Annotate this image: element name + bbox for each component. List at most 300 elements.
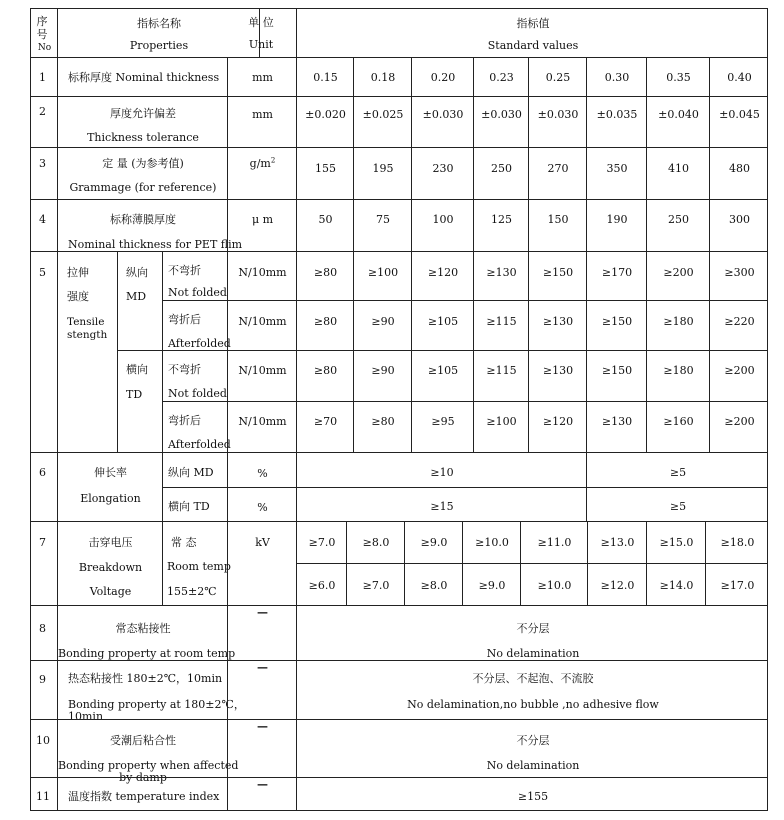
- row-2-value: ±0.025: [362, 108, 404, 121]
- row-5-value: ≥115: [486, 315, 517, 328]
- row-1-value-cell: [646, 58, 709, 97]
- row-2-value: ±0.045: [719, 108, 760, 121]
- row-11-name-cell: [57, 777, 227, 811]
- row-3-value-cell: [473, 148, 528, 200]
- row-7-value-cell: [705, 564, 768, 606]
- row-10-no: 10: [36, 734, 50, 747]
- row-4-unit: μ m: [251, 213, 274, 226]
- row-5-value: ≥100: [486, 415, 517, 428]
- row-5-af-en: Afterfolded: [168, 438, 231, 451]
- row-3-value: 480: [729, 162, 750, 175]
- row-5-value-cell: [646, 402, 709, 453]
- row-7-unit-cell: [227, 521, 296, 605]
- row-3-value: 250: [491, 162, 512, 175]
- row-6-no: 6: [39, 466, 46, 479]
- row-5-value: ≥150: [601, 315, 633, 328]
- header-no-cell: [30, 8, 57, 57]
- row-7-value-cell: [296, 522, 346, 564]
- row-4-value-cell: [528, 200, 586, 252]
- row-6-td-value-a: [296, 487, 586, 521]
- row-3-value-cell: [296, 148, 353, 200]
- row-8-value-cell: [296, 605, 768, 660]
- row-7-hot-values: [296, 563, 768, 605]
- row-3-value: 350: [606, 162, 628, 175]
- row-10-name-cell: [57, 719, 239, 784]
- row-5-value: ≥150: [542, 266, 574, 279]
- row-10-unit: —: [257, 720, 268, 733]
- row-9-name-zh: 热态粘接性 180±2℃，10min: [68, 672, 223, 685]
- row-5-value-cell: [353, 252, 411, 301]
- row-3-value: 410: [668, 162, 689, 175]
- row-5-unit-cell: [227, 401, 296, 452]
- row-6-unit: %: [257, 501, 268, 514]
- row-2-value-cell: [411, 97, 473, 148]
- row-4-value: 125: [491, 213, 512, 226]
- row-4-value: 300: [729, 213, 750, 226]
- row-5-value-cell: [411, 252, 473, 301]
- row-7-value: ≥7.0: [308, 536, 336, 549]
- row-2-value: ±0.030: [481, 108, 522, 121]
- row-11-unit: —: [257, 778, 268, 791]
- row-7-value: ≥12.0: [600, 579, 635, 592]
- row-5-value: ≥170: [601, 266, 633, 279]
- row-5-nf-zh: 不弯折: [168, 363, 201, 376]
- row-3-value: 270: [547, 162, 569, 175]
- row-7-value: ≥15.0: [659, 536, 694, 549]
- row-1-value-cell: [586, 58, 646, 97]
- row-10-value-cell: [296, 719, 768, 777]
- row-5-value-cell: [528, 402, 586, 453]
- row-6-td-cond: [162, 487, 227, 521]
- header-properties-en: Properties: [129, 39, 189, 52]
- row-5-value: ≥115: [486, 364, 517, 377]
- row-7-cond-zh: 常 态: [171, 536, 197, 549]
- row-5-td-nf-values: [296, 350, 768, 401]
- row-2-value-cell: [528, 97, 586, 148]
- row-4-name-zh: 标称薄膜厚度: [110, 213, 176, 226]
- row-7-value: ≥17.0: [720, 579, 755, 592]
- row-8-no: 8: [39, 622, 46, 635]
- row-5-value: ≥200: [724, 415, 755, 428]
- row-5-value-cell: [646, 252, 709, 301]
- row-4-value-cell: [411, 200, 473, 252]
- row-6-md-label: 纵向 MD: [168, 466, 214, 479]
- row-5-value: ≥90: [371, 364, 395, 377]
- row-1-name-cell: [57, 57, 227, 96]
- row-5-value-cell: [709, 351, 768, 402]
- row-6-value: ≥5: [669, 500, 687, 513]
- row-5-value-cell: [709, 402, 768, 453]
- row-2-no-cell: [30, 96, 57, 147]
- row-8-unit-cell: [227, 605, 296, 660]
- row-6-unit: %: [257, 467, 268, 480]
- row-5-no-cell: [30, 251, 57, 452]
- row-10-no-cell: [30, 719, 57, 777]
- row-7-no: 7: [39, 536, 46, 549]
- row-11-value: ≥155: [517, 790, 549, 803]
- row-5-value-cell: [353, 402, 411, 453]
- header-standard-zh: 指标值: [516, 17, 550, 30]
- row-4-value-cell: [586, 200, 646, 252]
- row-9-value-zh: 不分层、不起泡、不流胶: [472, 672, 594, 685]
- header-standard-en: Standard values: [487, 39, 579, 52]
- row-5-value: ≥80: [313, 364, 338, 377]
- row-7-cond-cell: [162, 521, 231, 605]
- row-1-value-cell: [411, 58, 473, 97]
- row-5-value-cell: [296, 252, 353, 301]
- row-4-name-cell: [57, 199, 243, 251]
- row-5-name-en-2: stength: [67, 329, 108, 341]
- header-unit-label: [226, 8, 296, 57]
- row-5-value-cell: [586, 402, 646, 453]
- row-1-no-cell: [30, 57, 57, 96]
- row-4-value-cell: [353, 200, 411, 252]
- row-7-value-cell: [404, 522, 462, 564]
- row-5-value: ≥80: [313, 266, 338, 279]
- row-5-value-cell: [411, 402, 473, 453]
- row-2-name-en: Thickness tolerance: [87, 131, 199, 144]
- row-1-value: 0.15: [313, 71, 338, 84]
- row-5-unit-cell: [227, 251, 296, 300]
- row-5-value: ≥300: [724, 266, 755, 279]
- row-5-value: ≥130: [601, 415, 633, 428]
- row-2-value-cell: [586, 97, 646, 148]
- row-3-value-cell: [586, 148, 646, 200]
- row-3-value-cell: [709, 148, 768, 200]
- row-3-values: [296, 147, 768, 199]
- row-6-value: ≥10: [430, 466, 454, 479]
- row-8-name-cell: [57, 605, 236, 660]
- row-11-no: 11: [36, 790, 50, 803]
- row-6-md-value-b: [586, 452, 768, 487]
- row-10-name-en-2: by damp: [119, 771, 167, 784]
- row-4-value-cell: [296, 200, 353, 252]
- row-2-value: ±0.020: [305, 108, 346, 121]
- row-3-value: 195: [372, 162, 394, 175]
- row-5-md-zh: 纵向: [126, 266, 148, 279]
- row-6-md-value-a: [296, 452, 586, 487]
- row-5-value-cell: [353, 351, 411, 402]
- row-7-value: ≥11.0: [537, 536, 572, 549]
- row-1-value: 0.18: [370, 71, 396, 84]
- header-no-en: No: [37, 43, 52, 53]
- row-7-value-cell: [404, 564, 462, 606]
- row-5-value-cell: [586, 301, 646, 351]
- row-6-value: ≥15: [430, 500, 454, 513]
- row-4-value: 100: [432, 213, 454, 226]
- row-3-name-en: Grammage (for reference): [69, 181, 217, 194]
- row-11-unit-cell: [227, 777, 296, 811]
- row-1-value-cell: [528, 58, 586, 97]
- row-5-value-cell: [528, 252, 586, 301]
- row-9-no: 9: [39, 673, 46, 686]
- spec-table: [30, 8, 768, 811]
- row-4-value-cell: [473, 200, 528, 252]
- row-7-value-cell: [520, 522, 587, 564]
- header-standard-cell: [296, 8, 768, 57]
- row-7-value: ≥8.0: [362, 536, 390, 549]
- row-7-value: ≥13.0: [600, 536, 635, 549]
- row-7-value-cell: [587, 564, 646, 606]
- row-7-value: ≥7.0: [362, 579, 390, 592]
- row-5-name-en-1: Tensile: [67, 316, 105, 328]
- row-2-value-cell: [353, 97, 411, 148]
- row-5-value: ≥105: [427, 315, 459, 328]
- row-7-value-cell: [462, 564, 520, 606]
- row-6-name-zh: 伸长率: [94, 466, 127, 479]
- row-9-value-en: No delamination,no bubble ,no adhesive flow: [407, 698, 659, 711]
- row-2-value: ±0.035: [596, 108, 638, 121]
- row-5-td-af-cond: [162, 401, 231, 452]
- row-3-no-cell: [30, 147, 57, 199]
- row-6-name-en: Elongation: [80, 492, 141, 505]
- row-5-nf-en: Not folded: [168, 286, 227, 299]
- row-5-value-cell: [473, 402, 528, 453]
- row-5-value: ≥105: [427, 364, 459, 377]
- row-5-md-nf-values: [296, 251, 768, 300]
- row-5-value: ≥80: [313, 315, 338, 328]
- header-unit-en: Unit: [248, 38, 274, 51]
- row-1-value: 0.25: [545, 71, 571, 84]
- row-6-unit-cell: [227, 487, 296, 521]
- row-7-value-cell: [296, 564, 346, 606]
- row-5-value: ≥80: [371, 415, 395, 428]
- row-5-value-cell: [473, 252, 528, 301]
- row-3-unit: $g/m^2$: [249, 156, 276, 170]
- row-5-td-en: TD: [126, 388, 143, 401]
- row-4-value: 250: [668, 213, 689, 226]
- row-3-unit-cell: [227, 147, 296, 199]
- row-7-value: ≥8.0: [420, 579, 448, 592]
- superscript: 2: [270, 156, 276, 165]
- row-2-no: 2: [39, 105, 46, 118]
- row-5-value-cell: [296, 351, 353, 402]
- row-9-name-cell: [57, 660, 245, 723]
- row-8-no-cell: [30, 605, 57, 660]
- row-7-value-cell: [646, 522, 705, 564]
- row-5-value-cell: [296, 402, 353, 453]
- row-7-cond-temp: 155±2℃: [167, 585, 217, 598]
- row-4-values: [296, 199, 768, 251]
- row-7-no-cell: [30, 521, 57, 605]
- header-properties-zh: 指标名称: [137, 17, 181, 30]
- row-5-unit: N/10mm: [238, 415, 287, 428]
- row-5-value: ≥200: [724, 364, 755, 377]
- row-11-value-cell: [296, 777, 768, 811]
- row-3-value: 230: [432, 162, 454, 175]
- row-1-value-cell: [709, 58, 768, 97]
- row-7-value-cell: [646, 564, 705, 606]
- row-7-name-zh: 击穿电压: [88, 536, 133, 549]
- row-1-value-cell: [296, 58, 353, 97]
- row-10-name-en-1: Bonding property when affected: [58, 759, 239, 772]
- row-3-value-cell: [646, 148, 709, 200]
- row-5-value-cell: [586, 351, 646, 402]
- row-5-nf-zh: 不弯折: [168, 264, 201, 277]
- row-8-value-en: No delamination: [486, 647, 580, 660]
- row-4-value: 75: [376, 213, 390, 226]
- row-2-value-cell: [709, 97, 768, 148]
- row-2-unit-cell: [227, 96, 296, 147]
- row-7-unit: kV: [255, 536, 270, 549]
- row-4-value-cell: [646, 200, 709, 252]
- row-3-name-zh: 定 量 (为参考值): [102, 157, 184, 170]
- row-2-value: ±0.030: [422, 108, 464, 121]
- row-3-name-cell: [57, 147, 227, 199]
- row-6-unit-cell: [227, 452, 296, 487]
- row-5-name-cell: [57, 251, 117, 452]
- row-4-no-cell: [30, 199, 57, 251]
- row-10-name-zh: 受潮后粘合性: [110, 734, 176, 747]
- row-6-name-cell: [57, 452, 162, 521]
- row-5-value: ≥90: [371, 315, 395, 328]
- row-1-value-cell: [353, 58, 411, 97]
- row-3-value-cell: [528, 148, 586, 200]
- row-7-value: ≥14.0: [659, 579, 694, 592]
- row-4-value: 50: [318, 213, 333, 226]
- row-5-value-cell: [646, 301, 709, 351]
- row-9-unit: —: [257, 661, 268, 674]
- row-5-value-cell: [411, 351, 473, 402]
- row-4-value: 190: [606, 213, 628, 226]
- row-5-value-cell: [353, 301, 411, 351]
- row-2-value: ±0.040: [658, 108, 699, 121]
- row-5-value: ≥130: [542, 315, 574, 328]
- row-5-td-af-values: [296, 401, 768, 452]
- row-5-value-cell: [473, 301, 528, 351]
- row-7-value-cell: [705, 522, 768, 564]
- row-5-value-cell: [709, 252, 768, 301]
- row-7-cond-en: Room temp: [167, 560, 231, 573]
- row-5-value-cell: [296, 301, 353, 351]
- row-7-value: ≥9.0: [420, 536, 448, 549]
- row-8-value-zh: 不分层: [516, 622, 550, 635]
- row-5-value-cell: [411, 301, 473, 351]
- row-5-value-cell: [528, 351, 586, 402]
- row-5-md-en: MD: [126, 290, 147, 303]
- row-5-value: ≥180: [663, 364, 694, 377]
- row-5-unit-cell: [227, 350, 296, 401]
- row-2-values: [296, 96, 768, 147]
- row-5-value: ≥120: [542, 415, 574, 428]
- row-7-value-cell: [346, 522, 404, 564]
- row-5-value-cell: [646, 351, 709, 402]
- row-11-no-cell: [30, 777, 57, 811]
- row-3-no: 3: [39, 157, 46, 170]
- header-no-zh: 序号: [36, 15, 48, 41]
- row-5-af-en: Afterfolded: [168, 337, 231, 350]
- row-6-no-cell: [30, 452, 57, 521]
- row-5-value-cell: [586, 252, 646, 301]
- row-5-value: ≥220: [724, 315, 755, 328]
- row-5-md-af-cond: [162, 300, 231, 350]
- row-5-unit: N/10mm: [238, 364, 287, 377]
- row-2-value: ±0.030: [537, 108, 579, 121]
- row-5-td-cell: [117, 350, 162, 452]
- row-5-name-zh-1: 拉伸: [67, 266, 89, 279]
- row-7-value: ≥10.0: [475, 536, 509, 549]
- row-5-af-zh: 弯折后: [168, 313, 201, 326]
- row-1-unit-cell: [227, 57, 296, 96]
- row-10-value-zh: 不分层: [516, 734, 550, 747]
- row-7-value: ≥18.0: [720, 536, 755, 549]
- row-5-unit: N/10mm: [238, 315, 287, 328]
- row-1-name: 标称厚度 Nominal thickness: [68, 71, 220, 84]
- row-5-md-af-values: [296, 300, 768, 350]
- row-9-name-en-1: Bonding property at 180±2℃，: [68, 698, 245, 711]
- row-5-td-zh: 横向: [126, 363, 148, 376]
- row-5-unit: N/10mm: [238, 266, 287, 279]
- header-unit-zh: 单 位: [248, 16, 274, 29]
- row-5-value: ≥70: [313, 415, 338, 428]
- row-7-value-cell: [462, 522, 520, 564]
- row-5-td-nf-cond: [162, 350, 227, 401]
- row-2-unit: mm: [252, 108, 273, 121]
- row-5-value: ≥180: [663, 315, 694, 328]
- row-5-value: ≥200: [663, 266, 694, 279]
- row-6-td-label: 横向 TD: [168, 500, 210, 513]
- row-1-values: [296, 57, 768, 96]
- row-5-nf-en: Not folded: [168, 387, 227, 400]
- row-11-name: 温度指数 temperature index: [68, 790, 220, 803]
- row-3-value-cell: [411, 148, 473, 200]
- row-5-value: ≥160: [663, 415, 694, 428]
- row-5-md-cell: [117, 251, 162, 350]
- row-8-name-en: Bonding property at room temp: [58, 647, 236, 660]
- row-1-value: 0.20: [430, 71, 456, 84]
- row-5-af-zh: 弯折后: [168, 414, 201, 427]
- row-1-value: 0.40: [727, 71, 752, 84]
- row-5-value: ≥150: [601, 364, 633, 377]
- row-5-name-zh-2: 强度: [67, 290, 89, 303]
- row-7-value-cell: [346, 564, 404, 606]
- row-2-name-zh: 厚度允许偏差: [110, 107, 176, 120]
- row-7-value: ≥10.0: [537, 579, 572, 592]
- row-1-value: 0.30: [604, 71, 630, 84]
- row-6-td-value-b: [586, 487, 768, 521]
- row-5-md-nf-cond: [162, 251, 227, 300]
- row-5-value-cell: [528, 301, 586, 351]
- row-1-no: 1: [39, 71, 46, 84]
- row-1-value: 0.23: [489, 71, 514, 84]
- row-5-no: 5: [39, 266, 46, 279]
- row-4-name-en: Nominal thickness for PET flim: [68, 238, 243, 251]
- row-7-room-values: [296, 521, 768, 563]
- row-7-value-cell: [520, 564, 587, 606]
- row-4-unit-cell: [227, 199, 296, 251]
- row-3-value: 155: [315, 162, 336, 175]
- row-10-unit-cell: [227, 719, 296, 777]
- row-8-name-zh: 常态粘接性: [115, 622, 171, 635]
- row-7-name-en-2: Voltage: [89, 585, 132, 598]
- row-9-no-cell: [30, 660, 57, 719]
- row-1-unit: mm: [252, 71, 273, 84]
- row-6-md-cond: [162, 452, 227, 487]
- row-9-unit-cell: [227, 660, 296, 719]
- row-2-value-cell: [646, 97, 709, 148]
- row-7-value-cell: [587, 522, 646, 564]
- row-7-value: ≥6.0: [308, 579, 336, 592]
- row-1-value-cell: [473, 58, 528, 97]
- row-5-unit-cell: [227, 300, 296, 350]
- row-7-name-cell: [57, 521, 162, 605]
- row-4-no: 4: [39, 213, 46, 226]
- row-10-value-en: No delamination: [486, 759, 580, 772]
- row-2-value-cell: [296, 97, 353, 148]
- row-4-value-cell: [709, 200, 768, 252]
- row-9-value-cell: [296, 660, 768, 719]
- row-2-value-cell: [473, 97, 528, 148]
